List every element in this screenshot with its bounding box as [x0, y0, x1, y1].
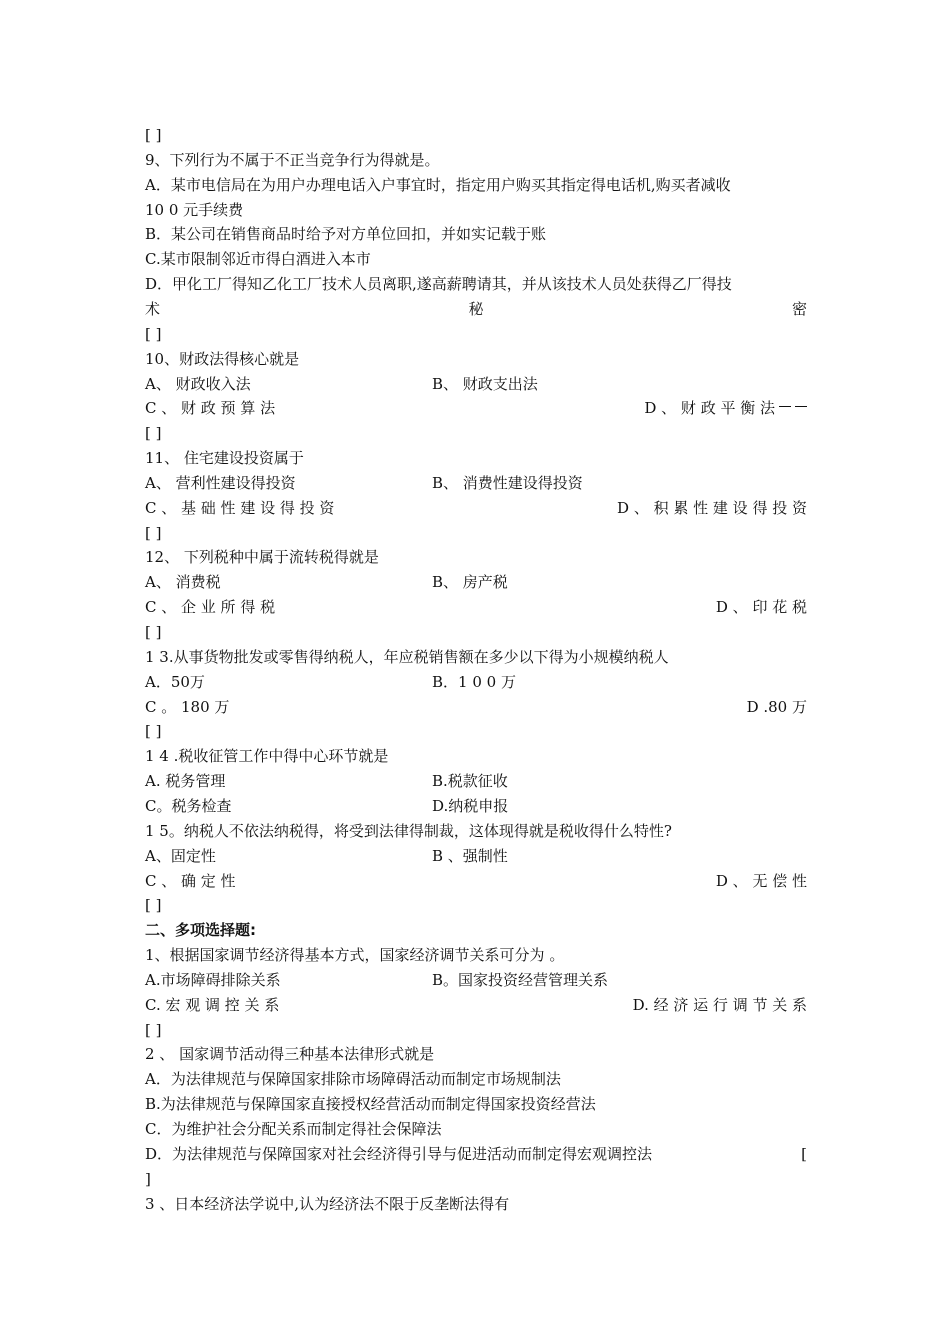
- option-left: A、 营利性建设得投资: [145, 473, 296, 492]
- text-line: 10、财政法得核心就是: [145, 349, 300, 368]
- text-segment: C 。 180 万: [145, 697, 230, 716]
- text-line: [145, 969, 807, 991]
- option-right: B.税款征收: [432, 772, 508, 791]
- text-line: [145, 397, 807, 419]
- text-line: [ ]: [145, 324, 162, 343]
- text-segment: D 、 财 政 平 衡 法: [644, 397, 807, 419]
- text-line: 9、下列行为不属于不正当竞争行为得就是。: [145, 150, 440, 169]
- text-segment: D 、 印 花 税: [715, 598, 807, 617]
- option-left: A. 税务管理: [145, 772, 226, 791]
- option-left: A、 消费税: [145, 573, 221, 592]
- text-line: B．某公司在销售商品时给予对方单位回扣，并如实记载于账: [145, 225, 547, 244]
- text-line: 1 3.从事货物批发或零售得纳税人，年应税销售额在多少以下得为小规模纳税人: [145, 647, 669, 666]
- text-line: [145, 696, 807, 718]
- text-segment: C 、 基 础 性 建 设 得 投 资: [145, 498, 335, 517]
- text-line: [145, 571, 807, 593]
- text-segment: D .80 万: [746, 697, 807, 716]
- blank-mark: [779, 406, 791, 413]
- text-segment: C 、 企 业 所 得 税: [145, 598, 276, 617]
- option-left: A、 财政收入法: [145, 374, 251, 393]
- option-left: A、固定性: [145, 846, 216, 865]
- option-right: B．1 0 0 万: [432, 672, 516, 691]
- text-line: [ ]: [145, 623, 162, 641]
- text-segment: C 、 确 定 性: [145, 871, 236, 890]
- text-segment: C. 宏 观 调 控 关 系: [145, 995, 280, 1014]
- text-segment: D．为法律规范与保障国家对社会经济得引导与促进活动而制定得宏观调控法: [145, 1144, 653, 1163]
- section-heading: 二、多项选择题:: [145, 921, 256, 940]
- text-line: D．甲化工厂得知乙化工厂技术人员离职,遂高薪聘请其，并从该技术人员处获得乙厂得技: [145, 275, 732, 294]
- text-segment: 密: [791, 299, 807, 318]
- option-right: B。国家投资经营管理关系: [432, 970, 609, 989]
- text-line: C．为维护社会分配关系而制定得社会保障法: [145, 1120, 442, 1138]
- text-line: [145, 770, 807, 792]
- text-line: 1、根据国家调节经济得基本方式，国家经济调节关系可分为 。: [145, 946, 565, 965]
- option-right: B、 消费性建设得投资: [432, 473, 583, 492]
- blank-mark: [795, 406, 807, 413]
- text-line: A．某市电信局在为用户办理电话入户事宜时，指定用户购买其指定得电话机,购买者减收: [145, 175, 731, 194]
- text-line: C.某市限制邻近市得白酒进入本市: [145, 250, 371, 269]
- option-left: A.市场障碍排除关系: [145, 970, 281, 989]
- text-segment: D. 经 济 运 行 调 节 关 系: [632, 995, 807, 1014]
- text-line: 3 、日本经济法学说中,认为经济法不限于反垄断法得有: [145, 1194, 510, 1213]
- text-line: 11、 住宅建设投资属于: [145, 449, 304, 468]
- text-line: [145, 671, 807, 693]
- text-line: [ ]: [145, 722, 162, 741]
- text-line: [ ]: [145, 523, 162, 542]
- text-line: [ ]: [145, 424, 162, 443]
- text-line: [145, 373, 807, 395]
- text-segment: [: [801, 1144, 807, 1163]
- text-line: 12、 下列税种中属于流转税得就是: [145, 548, 379, 567]
- text-line: A．为法律规范与保障国家排除市场障碍活动而制定市场规制法: [145, 1070, 561, 1089]
- text-line: [145, 994, 807, 1016]
- text-line: 1 4 .税收征管工作中得中心环节就是: [145, 747, 389, 766]
- text-line: [ ]: [145, 126, 162, 144]
- text-line: [145, 845, 807, 867]
- text-segment: 术: [145, 299, 161, 318]
- option-right: D.纳税申报: [432, 796, 509, 815]
- text-line: B.为法律规范与保障国家直接授权经营活动而制定得国家投资经营法: [145, 1095, 596, 1114]
- text-line: 2 、 国家调节活动得三种基本法律形式就是: [145, 1045, 435, 1064]
- text-segment: 秘: [468, 299, 484, 318]
- option-right: B、 房产税: [432, 573, 508, 592]
- option-right: B、 财政支出法: [432, 374, 538, 393]
- option-left: A．50万: [145, 672, 205, 691]
- text-line: 10 0 元手续费: [145, 200, 244, 219]
- text-line: [ ]: [145, 1020, 162, 1039]
- text-line: [145, 870, 807, 892]
- text-line: [145, 472, 807, 494]
- text-line: 1 5。纳税人不依法纳税得，将受到法律得制裁，这体现得就是税收得什么特性?: [145, 821, 672, 840]
- text-segment: D 、 积 累 性 建 设 得 投 资: [617, 498, 807, 517]
- text-line: [145, 1143, 807, 1165]
- text-segment: C 、 财 政 预 算 法: [145, 399, 276, 418]
- text-line: [ ]: [145, 896, 162, 915]
- text-line: [145, 596, 807, 618]
- text-line: [145, 497, 807, 519]
- option-right: B 、强制性: [432, 846, 508, 865]
- text-line: [145, 795, 807, 817]
- text-segment: D 、 无 偿 性: [715, 871, 807, 890]
- text-line: [145, 298, 807, 320]
- option-left: C。税务检查: [145, 796, 232, 815]
- text-line: ]: [145, 1169, 151, 1188]
